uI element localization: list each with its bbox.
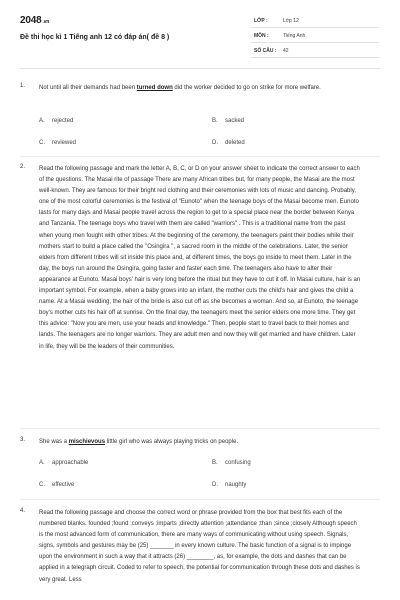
option-a[interactable]: A. approachable [39, 460, 89, 466]
question-number: 3. [20, 437, 26, 443]
highlighted-phrase: turned down [136, 85, 173, 91]
question-separator [20, 156, 380, 157]
option-d[interactable]: D. naughty [212, 482, 247, 488]
meta-row-count [251, 43, 379, 58]
logo-sub: .vn [42, 19, 50, 25]
meta-value: 42 [283, 48, 289, 54]
meta-row-class [251, 13, 379, 28]
option-d[interactable]: D. deleted [212, 140, 245, 146]
question-number: 2. [20, 164, 26, 170]
option-b[interactable]: B. confusing [212, 460, 251, 466]
passage-text: Read the following passage and choose the correct word or phrase provided from the box that best fits each of the numbered blanks. founded ;found ;conveys ;imparts ;directly attention ;attendance ;than ;since ;closely Although speech is the most advanced form of communication, there are many ways of communicating without using speech. Signals, signs, symbols and gestures may be (25) _______ in every known culture. The basic function of a signal is to impinge upon the environment in such a way that it attracts (26) ________, as, for example, the dots and dashes that can be applied in a telegraph circuit. Coded to refer to speech, the potential for communication through these dots and dashes is very great. Less [39, 510, 360, 583]
meta-key: MÔN : [254, 33, 269, 39]
site-logo[interactable] [20, 15, 49, 26]
exam-meta-table [251, 13, 379, 58]
question-separator [20, 428, 380, 429]
option-b[interactable]: B. sacked [212, 118, 245, 124]
option-c[interactable]: C. effective [39, 482, 75, 488]
passage-text: Read the following passage and mark the letter A, B, C, or D on your answer sheet to indicate the correct answer to each of the questions. The Masai rite of passage There are many African tribes but, for many people, the Masai are the most well-known. They are famous for their bright red clothing and their ceremonies with lots of music and dancing. Probably, one of the most colorful ceremonies is the festival of "Eunoto" when the teenage boys of the Masai become men. Eunoto lasts for many days and Masai people travel across the region to get to a special place near the border between Kenya and Tanzania. The teenage boys who travel with them are called "warriors" . This is a traditional name from the past when young men fought with other tribes. At the beginning of the ceremony, the teenagers paint their bodies while their mothers start to build a place called the "Osingira ", a sacred room in the middle of the celebrations. Later, the senior elders from different tribes will sit inside this place and, at different times, the boys go inside to meet them. Later in the day, the boys run around the Osingira, going faster and faster each time. The teenagers also have to alter their appearance at Eunoto. Masai boys' hair is very long before the ritual but they have to cut it off. In Masai culture, hair is an important symbol. For example, when a baby grows into an infant, the mother cuts the child's hair and gives the child a name. At a Masai wedding, the hair of the bride is also cut off as she becomes a woman. And so, at Eunoto, the teenage boy's mother cuts his hair off at sunrise. On the final day, the teenagers meet the senior elders one more time. They get this advice: "Now you are men, use your heads and knowledge." Then, people start to travel back to their homes and lands. The teenagers are no longer warriors. They are adult men and now they will get married and have children. Later in life, they will be the leaders of their communities. [39, 166, 361, 350]
meta-value: Tiếng Anh [283, 33, 306, 39]
question-text: Not until all their demands had been turned down did the worker decided to go on strike for more welfare. [39, 85, 321, 91]
logo-main: 2048 [20, 15, 42, 26]
highlighted-phrase: mischievous [68, 439, 106, 445]
page-header [0, 0, 400, 68]
header-divider [20, 68, 380, 69]
exam-title: Đề thi học kì 1 Tiếng anh 12 có đáp án( đề 8 ) [20, 34, 170, 41]
question-text: She was a mischievous little girl who was always playing tricks on people. [39, 439, 239, 445]
meta-key: SỐ CÂU : [254, 48, 277, 54]
meta-row-subject [251, 28, 379, 43]
meta-key: LỚP : [254, 18, 268, 24]
option-c[interactable]: C. reviewed [39, 140, 77, 146]
question-separator [20, 499, 380, 500]
option-a[interactable]: A. rejected [39, 118, 74, 124]
meta-value: Lớp 12 [283, 18, 299, 24]
question-number: 1. [20, 83, 26, 89]
question-number: 4. [20, 508, 26, 514]
